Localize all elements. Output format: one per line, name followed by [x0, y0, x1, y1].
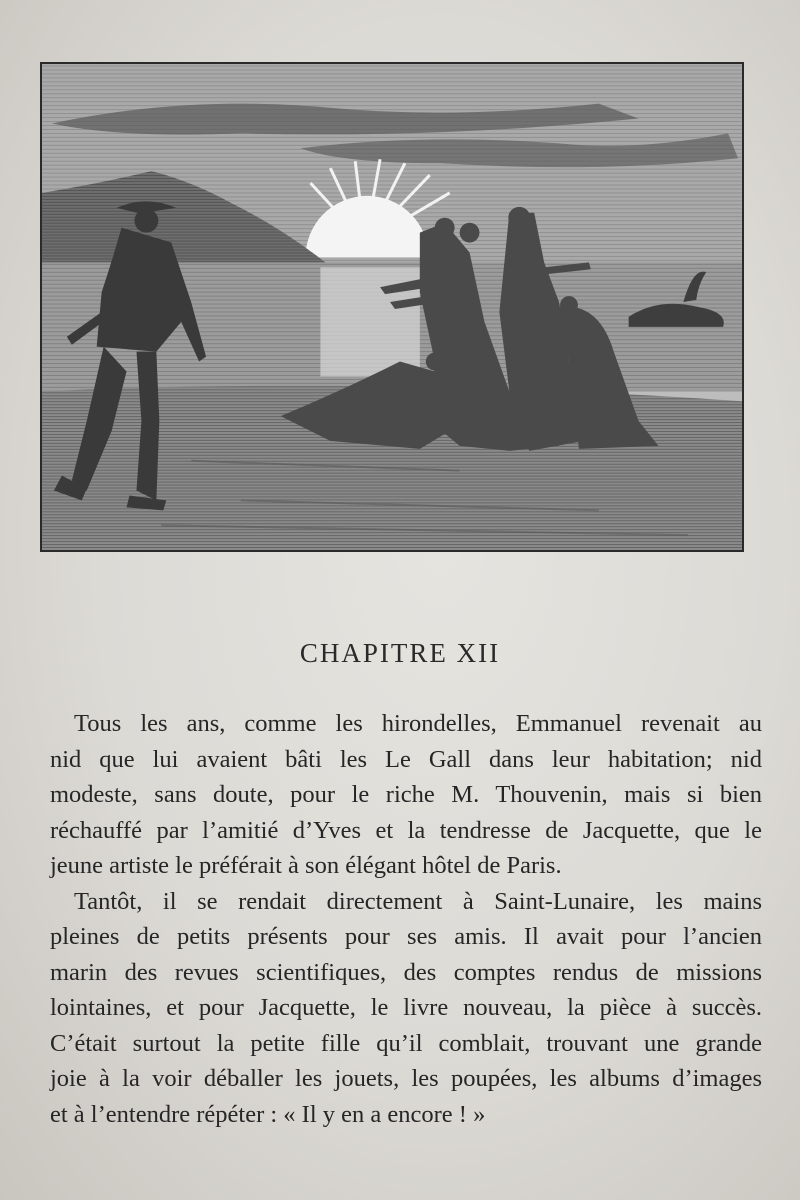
text-line: nid que lui avaient bâti les Le Gall dans leur habitation; nid: [50, 745, 762, 773]
paragraph: [50, 884, 762, 1133]
text-line: modeste, sans doute, pour le riche M. Thouvenin, mais si bien: [50, 781, 762, 808]
body-text: [50, 706, 762, 1132]
illustration-drawing: [42, 64, 742, 550]
text-line: marin des revues scientifiques, des comptes rendus de missions: [50, 958, 762, 986]
engraving-illustration: [40, 62, 744, 552]
text-line: C’était surtout la petite fille qu’il comblait, trouvant une grande: [50, 1029, 762, 1057]
text-line: joie à la voir déballer les jouets, les poupées, les albums d’images: [50, 1065, 762, 1092]
text-line: pleines de petits présents pour ses amis. Il avait pour l’ancien: [50, 923, 762, 950]
text-line: lointaines, et pour Jacquette, le livre nouveau, la pièce à succès.: [50, 994, 762, 1021]
paragraph: [50, 706, 762, 884]
chapter-title: CHAPITRE XII: [299, 638, 501, 668]
text-line: Tous les ans, comme les hirondelles, Emmanuel revenait au: [74, 710, 762, 737]
text-line: et à l’entendre répéter : « Il y en a encore ! »: [50, 1100, 486, 1128]
text-line: Tantôt, il se rendait directement à Saint-Lunaire, les mains: [74, 887, 762, 915]
text-line: jeune artiste le préférait à son élégant hôtel de Paris.: [50, 852, 562, 879]
text-line: réchauffé par l’amitié d’Yves et la tendresse de Jacquette, que le: [50, 816, 762, 844]
